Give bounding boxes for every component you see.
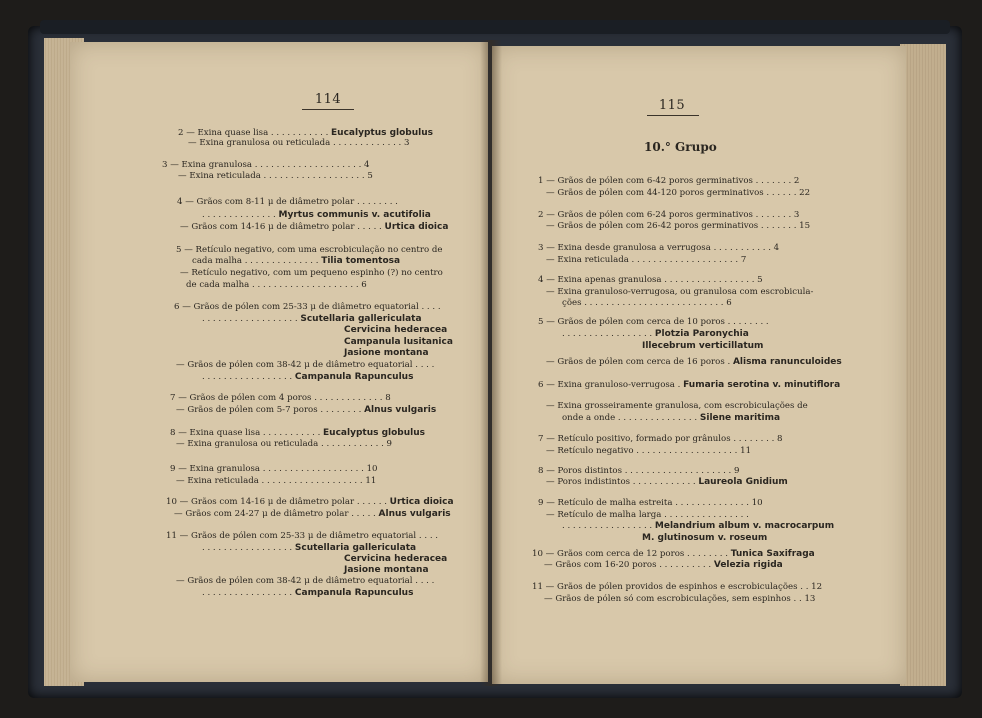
left-page-line-text: — Grãos com 14-16 μ de diâmetro polar . . . . . <box>180 222 385 232</box>
right-page-line-text: onde a onde . . . . . . . . . . . . . . . <box>562 413 700 423</box>
right-page-line: 5 — Grãos de pólen com cerca de 10 poros . . . . . . . . <box>538 317 769 327</box>
right-page-line <box>532 549 815 560</box>
species-name: Scutellaria gallericulata <box>294 543 417 553</box>
left-page-line <box>202 314 422 325</box>
right-page-edges <box>900 44 946 686</box>
species-name: Campanula Rapunculus <box>294 372 414 382</box>
right-page-line-text: . . . . . . . . . . . . . . . . . <box>562 329 655 339</box>
species-name: Eucalyptus globulus <box>323 428 425 438</box>
right-page-line <box>546 357 842 368</box>
left-page-line: Cervicina hederacea <box>344 325 448 335</box>
right-page-line: — Grãos de pólen com 44-120 poros germinativos . . . . . . 22 <box>546 188 811 198</box>
species-name: Melandrium album v. macrocarpum <box>654 521 835 531</box>
left-page-line: — Retículo negativo, com um pequeno espinho (?) no centro <box>180 268 443 278</box>
group-title: 10.° Grupo <box>644 140 717 154</box>
left-page-line <box>176 405 436 416</box>
right-page-line: — Exina grosseiramente granulosa, com escrobiculações de <box>546 401 808 411</box>
right-page-line-text: — Grãos de pólen com cerca de 16 poros . <box>546 357 733 367</box>
right-page-line: 8 — Poros distintos . . . . . . . . . . . . . . . . . . . . 9 <box>538 466 740 476</box>
left-page-line-text: . . . . . . . . . . . . . . . . . <box>202 372 295 382</box>
right-page-line: Illecebrum verticillatum <box>642 341 764 351</box>
left-page-line <box>166 497 454 508</box>
right-page-line: ções . . . . . . . . . . . . . . . . . . . . . . . . . . 6 <box>562 298 732 308</box>
right-page-line: — Grãos de pólen com 26-42 poros germinativos . . . . . . . 15 <box>546 221 811 231</box>
species-name: Tilia tomentosa <box>321 256 401 266</box>
left-page-line <box>202 543 416 554</box>
species-name: Alnus vulgaris <box>378 509 451 519</box>
left-page-line-text: . . . . . . . . . . . . . . . . . <box>202 543 295 553</box>
right-page-line-text: . . . . . . . . . . . . . . . . . <box>562 521 655 531</box>
left-page-line <box>192 256 400 267</box>
left-page-line: Jasione montana <box>344 565 429 575</box>
left-page-line <box>202 372 413 383</box>
left-page-line-text: . . . . . . . . . . . . . . <box>202 210 279 220</box>
right-page-line: 3 — Exina desde granulosa a verrugosa . . . . . . . . . . . 4 <box>538 243 780 253</box>
left-page-line: 6 — Grãos de pólen com 25-33 μ de diâmetro equatorial . . . . <box>174 302 441 312</box>
left-page-line-text: 8 — Exina quase lisa . . . . . . . . . . . <box>170 428 324 438</box>
left-page-line-text: 10 — Grãos com 14-16 μ de diâmetro polar . . . . . . <box>166 497 390 507</box>
right-page-line: — Exina reticulada . . . . . . . . . . . . . . . . . . . . 7 <box>546 255 747 265</box>
species-name: Tunica Saxifraga <box>730 549 815 559</box>
species-name: Fumaria serotina v. minutiflora <box>683 380 841 390</box>
left-page-line <box>174 509 451 520</box>
left-page-line: Campanula lusitanica <box>344 337 453 347</box>
right-page-line <box>562 329 749 340</box>
left-page-line <box>180 222 448 233</box>
left-page-line <box>202 588 413 599</box>
right-page-line: 7 — Retículo positivo, formado por grânulos . . . . . . . . 8 <box>538 434 783 444</box>
book-spine-edge <box>40 20 950 34</box>
right-page-line <box>546 477 788 488</box>
left-page-line: — Exina granulosa ou reticulada . . . . . . . . . . . . . 3 <box>188 138 410 148</box>
species-name: Eucalyptus globulus <box>331 128 433 138</box>
left-page-line: — Grãos de pólen com 38-42 μ de diâmetro equatorial . . . . <box>176 576 435 586</box>
right-page-number: 115 <box>658 98 686 113</box>
right-page-line <box>562 521 834 532</box>
species-name: Campanula Rapunculus <box>294 588 414 598</box>
right-page-line: — Retículo de malha larga . . . . . . . . . . . . . . . . <box>546 510 749 520</box>
right-page-line: — Retículo negativo . . . . . . . . . . . . . . . . . . . 11 <box>546 446 752 456</box>
left-page-number: 114 <box>314 92 342 107</box>
right-page-line <box>562 413 780 424</box>
right-page-line: 4 — Exina apenas granulosa . . . . . . . . . . . . . . . . . 5 <box>538 275 763 285</box>
right-page-line <box>538 380 840 391</box>
left-page-line <box>170 428 425 439</box>
right-page-line: — Grãos de pólen só com escrobiculações, sem espinhos . . 13 <box>544 594 816 604</box>
right-page-line: — Exina granuloso-verrugosa, ou granulosa com escrobicula- <box>546 287 814 297</box>
left-page-line: 9 — Exina granulosa . . . . . . . . . . . . . . . . . . . 10 <box>170 464 378 474</box>
left-page-line: 11 — Grãos de pólen com 25-33 μ de diâmetro equatorial . . . . <box>166 531 439 541</box>
left-page-line-text: 2 — Exina quase lisa . . . . . . . . . . . <box>178 128 332 138</box>
left-page-number-rule <box>302 109 354 110</box>
right-page-number-rule <box>647 115 699 116</box>
left-page-line: — Grãos de pólen com 38-42 μ de diâmetro equatorial . . . . <box>176 360 435 370</box>
left-page <box>70 42 488 682</box>
left-page-line <box>202 210 431 221</box>
right-page-line-text: 6 — Exina granuloso-verrugosa . <box>538 380 684 390</box>
species-name: Silene maritima <box>699 413 781 423</box>
right-page-line: 9 — Retículo de malha estreita . . . . . . . . . . . . . . 10 <box>538 498 763 508</box>
left-page-line-text: cada malha . . . . . . . . . . . . . . <box>192 256 322 266</box>
left-page-line: — Exina granulosa ou reticulada . . . . . . . . . . . . 9 <box>176 439 393 449</box>
right-page-line-text: — Grãos com 16-20 poros . . . . . . . . . . <box>544 560 714 570</box>
right-page-line: 1 — Grãos de pólen com 6-42 poros germinativos . . . . . . . 2 <box>538 176 800 186</box>
left-page-line: — Exina reticulada . . . . . . . . . . . . . . . . . . . 11 <box>176 476 377 486</box>
species-name: Scutellaria gallericulata <box>300 314 422 324</box>
left-page-line: 4 — Grãos com 8-11 μ de diâmetro polar . . . . . . . . <box>177 197 398 207</box>
right-page-line-text: — Poros indistintos . . . . . . . . . . . . <box>546 477 699 487</box>
left-page-line: 5 — Retículo negativo, com uma escrobiculação no centro de <box>176 245 443 255</box>
species-name: Alnus vulgaris <box>364 405 437 415</box>
left-page-line: 7 — Grãos de pólen com 4 poros . . . . . . . . . . . . . 8 <box>170 393 391 403</box>
species-name: Velezia rigida <box>713 560 783 570</box>
right-page-line: 2 — Grãos de pólen com 6-24 poros germinativos . . . . . . . 3 <box>538 210 800 220</box>
species-name: Urtica dioica <box>384 222 449 232</box>
right-page-line: 11 — Grãos de pólen providos de espinhos e escrobiculações . . 12 <box>532 582 823 592</box>
left-page-line-text: — Grãos de pólen com 5-7 poros . . . . . . . . <box>176 405 365 415</box>
left-page-line: — Exina reticulada . . . . . . . . . . . . . . . . . . . 5 <box>178 171 373 181</box>
species-name: Alisma ranunculoides <box>732 357 842 367</box>
right-page <box>492 46 906 684</box>
left-page-line-text: — Grãos com 24-27 μ de diâmetro polar . . . . . <box>174 509 379 519</box>
left-page-line-text: . . . . . . . . . . . . . . . . . <box>202 588 295 598</box>
species-name: Plotzia Paronychia <box>654 329 749 339</box>
right-page-line-text: 10 — Grãos com cerca de 12 poros . . . . . . . . <box>532 549 731 559</box>
left-page-line: 3 — Exina granulosa . . . . . . . . . . . . . . . . . . . . 4 <box>162 160 370 170</box>
right-page-line: M. glutinosum v. roseum <box>642 533 768 543</box>
book-gutter <box>480 40 502 686</box>
species-name: Urtica dioica <box>389 497 454 507</box>
left-page-line: Cervicina hederacea <box>344 554 448 564</box>
left-page-line: de cada malha . . . . . . . . . . . . . . . . . . . . 6 <box>186 280 367 290</box>
right-page-line <box>544 560 783 571</box>
left-page-line: Jasione montana <box>344 348 429 358</box>
species-name: Laureola Gnidium <box>698 477 788 487</box>
left-page-line-text: . . . . . . . . . . . . . . . . . . <box>202 314 301 324</box>
species-name: Myrtus communis v. acutifolia <box>278 210 431 220</box>
